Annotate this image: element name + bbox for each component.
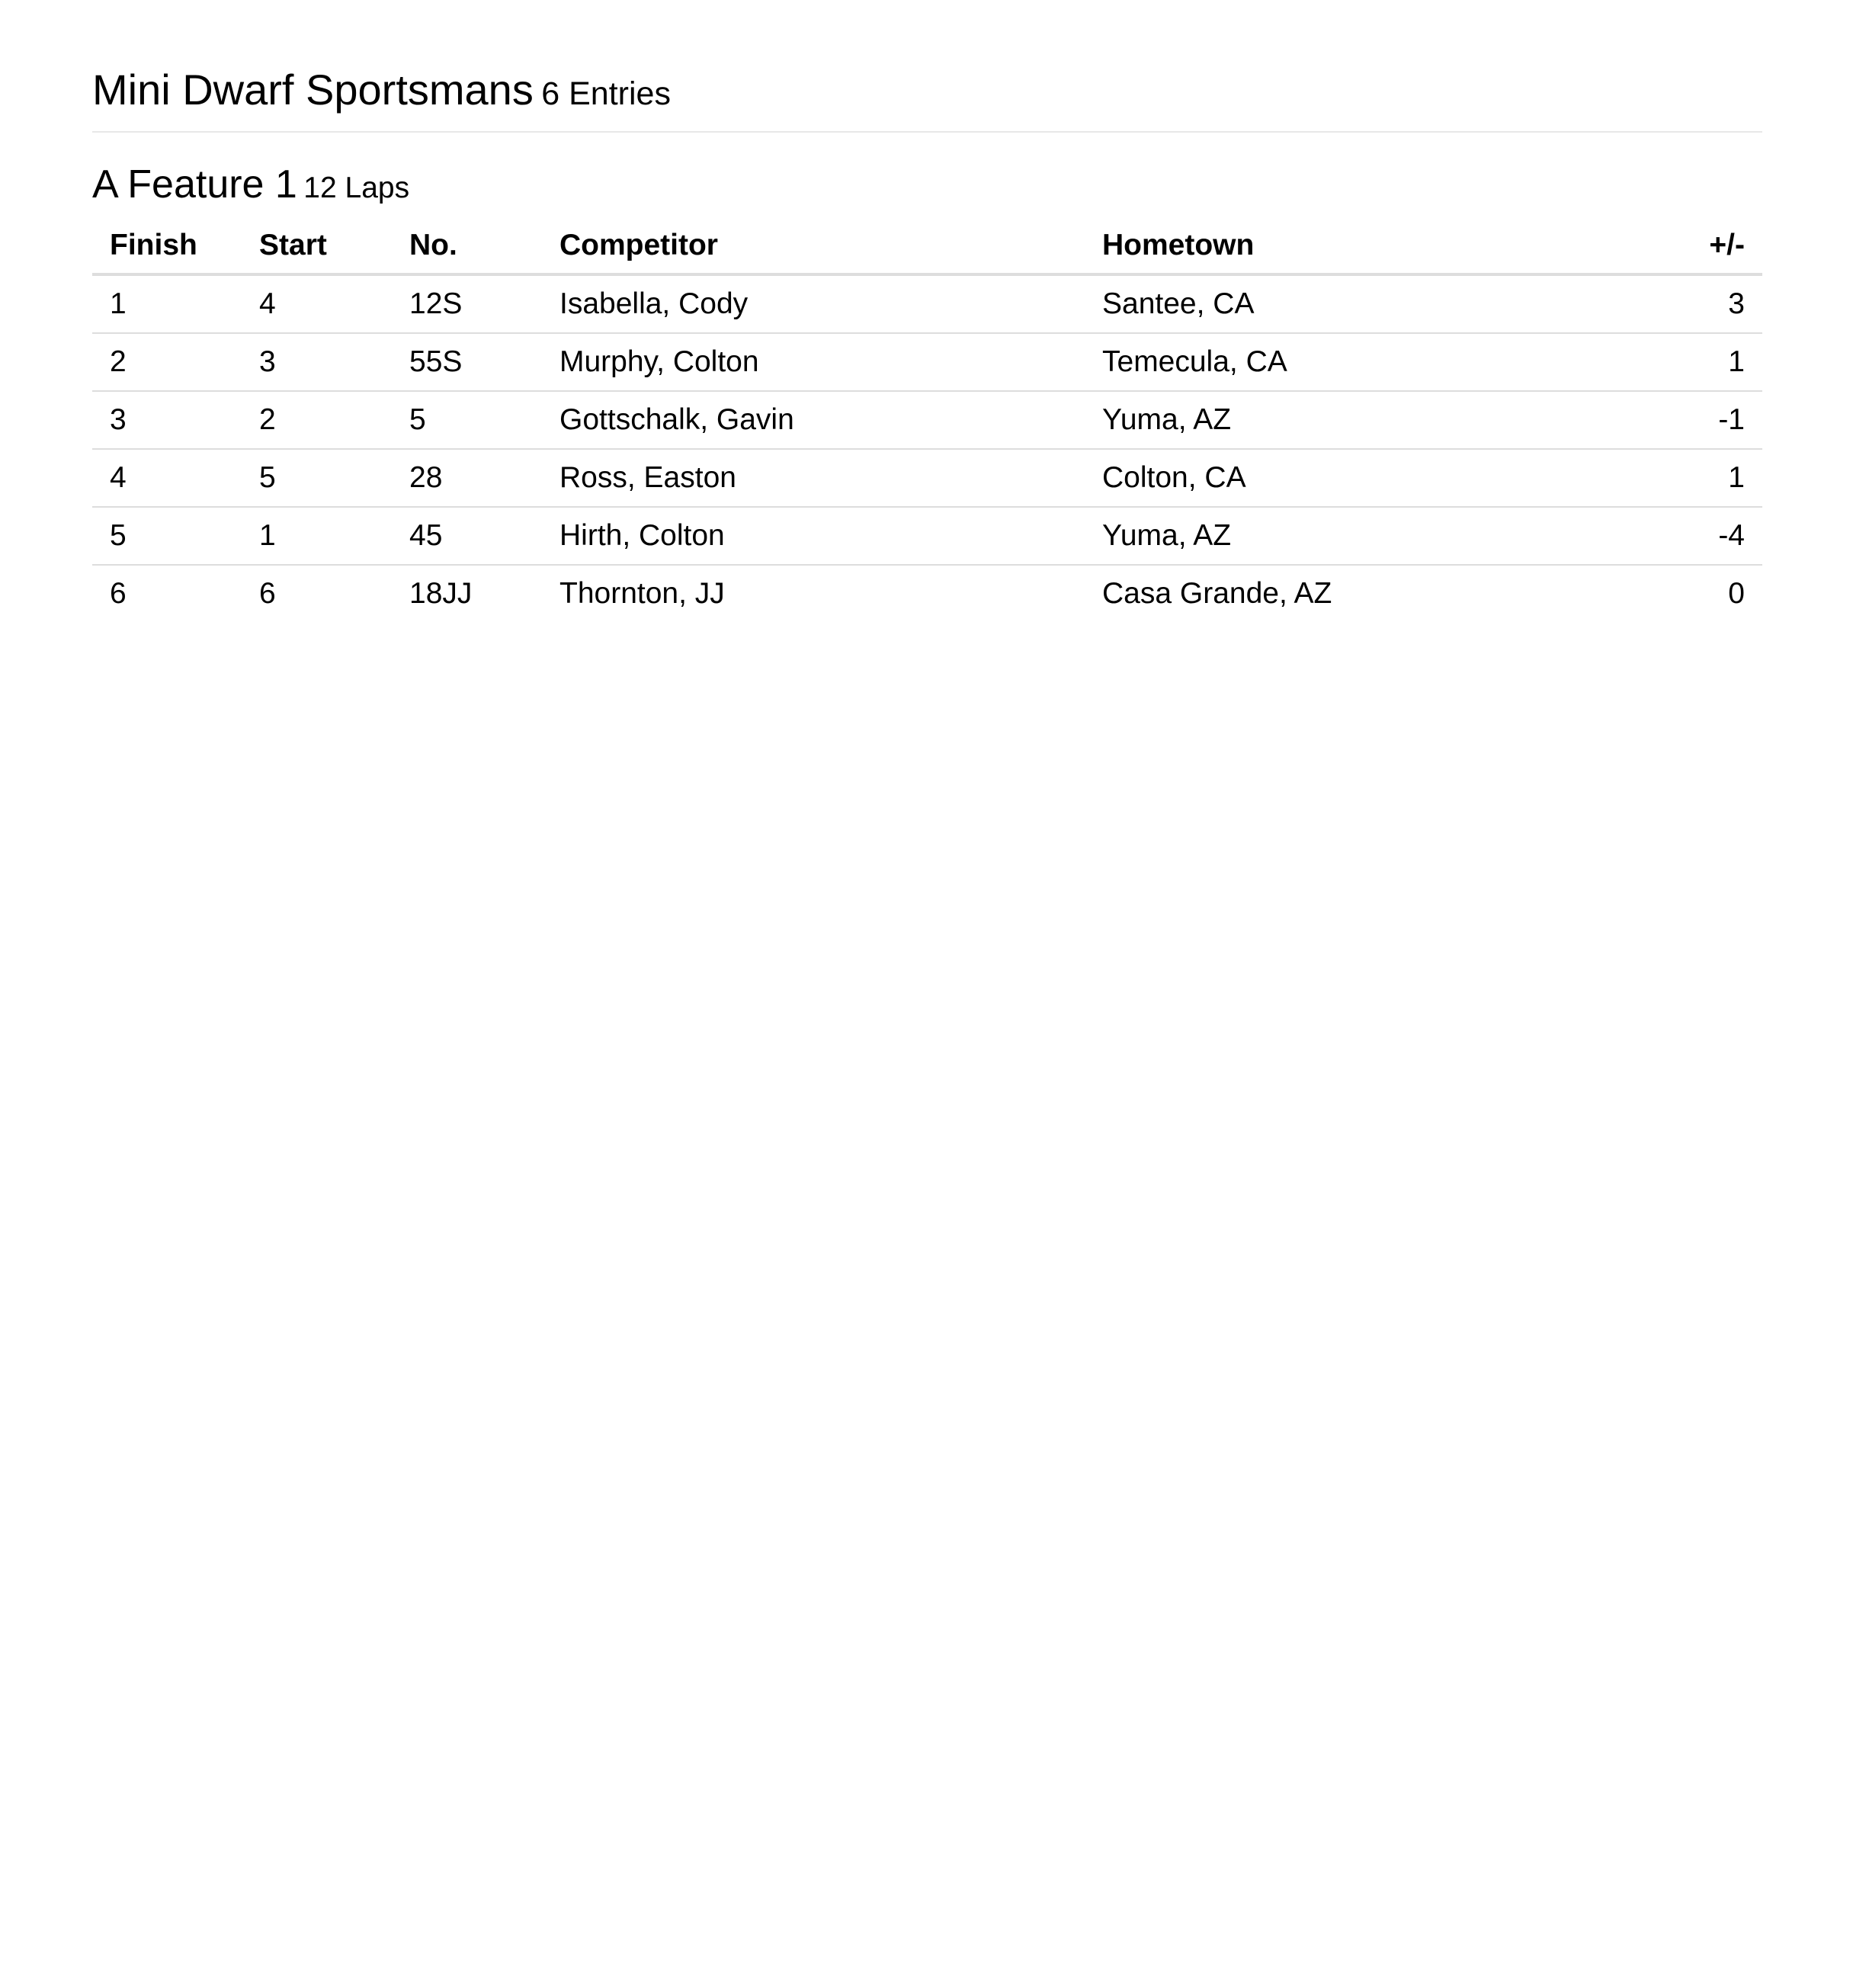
- table-row: [92, 274, 1762, 333]
- cell-start: 2: [242, 391, 392, 449]
- table-row: [92, 391, 1762, 449]
- header-competitor: Competitor: [542, 218, 1085, 274]
- cell-finish: 6: [92, 565, 242, 622]
- cell-plus-minus: -1: [1627, 391, 1762, 449]
- header-plus-minus: +/-: [1627, 218, 1762, 274]
- header-finish: Finish: [92, 218, 242, 274]
- header-start: Start: [242, 218, 392, 274]
- cell-no: 12S: [409, 287, 463, 320]
- cell-plus-minus: 0: [1627, 565, 1762, 622]
- race-laps: 12 Laps: [303, 172, 410, 204]
- cell-plus-minus: -4: [1627, 507, 1762, 565]
- header-no: No.: [392, 218, 542, 274]
- cell-plus-minus: 1: [1627, 333, 1762, 391]
- class-entries-count: 6 Entries: [541, 75, 671, 112]
- class-title: Mini Dwarf Sportsmans: [92, 66, 534, 114]
- race-title: A Feature 1: [92, 162, 297, 207]
- cell-finish: 1: [110, 287, 127, 320]
- cell-no: 28: [392, 449, 542, 507]
- cell-start: 5: [242, 449, 392, 507]
- header-hometown: Hometown: [1085, 218, 1627, 274]
- cell-hometown: Santee, CA: [1102, 287, 1255, 320]
- cell-start: 6: [242, 565, 392, 622]
- results-page: [92, 0, 1762, 622]
- table-row: [92, 333, 1762, 391]
- results-table: [92, 218, 1762, 622]
- cell-competitor: Murphy, Colton: [542, 333, 1085, 391]
- cell-hometown: Casa Grande, AZ: [1085, 565, 1627, 622]
- cell-finish: 2: [92, 333, 242, 391]
- cell-finish: 3: [92, 391, 242, 449]
- cell-competitor: Gottschalk, Gavin: [542, 391, 1085, 449]
- cell-plus-minus: 1: [1627, 449, 1762, 507]
- cell-plus-minus: 3: [1728, 287, 1745, 320]
- cell-competitor: Isabella, Cody: [559, 287, 749, 320]
- cell-start: 4: [259, 287, 276, 320]
- cell-no: 55S: [392, 333, 542, 391]
- cell-no: 5: [392, 391, 542, 449]
- cell-finish: 5: [92, 507, 242, 565]
- cell-start: 3: [242, 333, 392, 391]
- cell-no: 18JJ: [392, 565, 542, 622]
- cell-hometown: Yuma, AZ: [1085, 391, 1627, 449]
- cell-competitor: Ross, Easton: [542, 449, 1085, 507]
- cell-competitor: Hirth, Colton: [542, 507, 1085, 565]
- race-header: [92, 160, 1762, 218]
- table-header-row: [92, 218, 1762, 274]
- cell-finish: 4: [92, 449, 242, 507]
- cell-competitor: Thornton, JJ: [542, 565, 1085, 622]
- cell-hometown: Colton, CA: [1085, 449, 1627, 507]
- table-row: [92, 565, 1762, 622]
- table-row: [92, 507, 1762, 565]
- cell-start: 1: [242, 507, 392, 565]
- cell-no: 45: [392, 507, 542, 565]
- class-header: [92, 64, 1762, 133]
- cell-hometown: Yuma, AZ: [1085, 507, 1627, 565]
- cell-hometown: Temecula, CA: [1085, 333, 1627, 391]
- table-row: [92, 449, 1762, 507]
